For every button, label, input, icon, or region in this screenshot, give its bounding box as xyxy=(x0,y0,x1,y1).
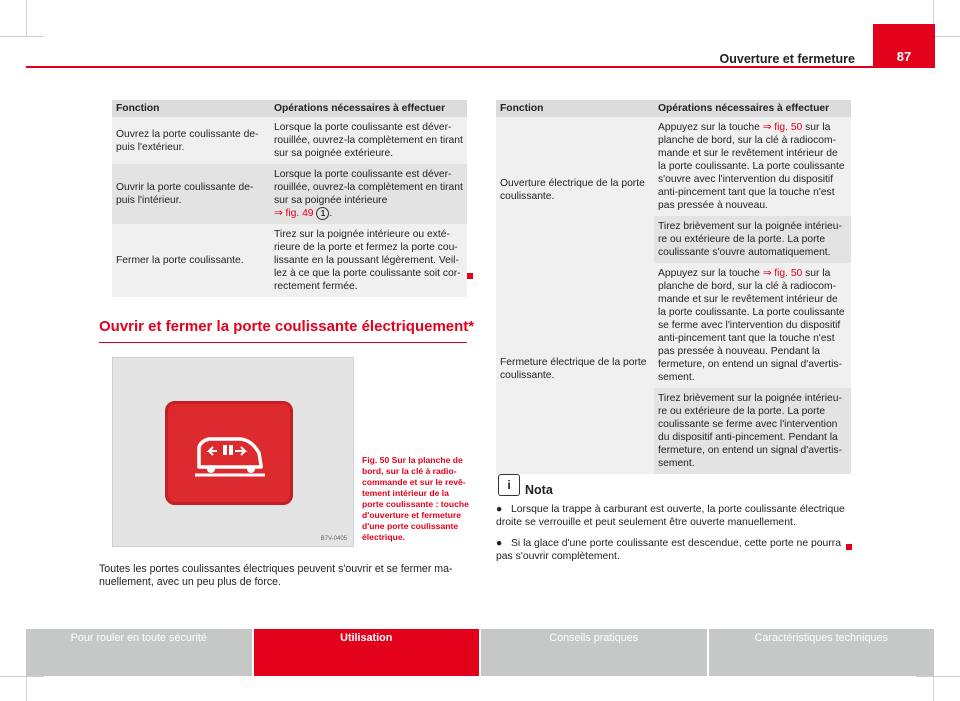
table-header-operations: Opérations nécessaires à effectuer xyxy=(654,100,851,117)
tab-practical-tips[interactable]: Conseils pratiques xyxy=(481,629,707,676)
operation-cell: Tirez brièvement sur la poignée intérieure ou extérieure de la porte. La porte coulissante s'ouvre automatiquement. xyxy=(654,216,851,263)
tab-utilisation[interactable]: Utilisation xyxy=(254,629,480,676)
crop-mark xyxy=(0,676,44,677)
table-header-function: Fonction xyxy=(496,100,654,117)
table-header-function: Fonction xyxy=(112,100,270,117)
operation-cell xyxy=(270,224,467,297)
figure-link[interactable]: ⇒ fig. 50 xyxy=(762,268,803,279)
crop-mark xyxy=(26,0,27,36)
function-cell: Fermer la porte coulissante. xyxy=(116,255,244,266)
crop-mark xyxy=(0,36,44,37)
page-number: 87 xyxy=(873,24,935,68)
operation-cell xyxy=(654,263,851,388)
table-row xyxy=(496,263,851,388)
page-header-title: Ouverture et fermeture xyxy=(719,52,855,66)
operation-text: Lorsque la porte coulissante est déverrouillée, ouvrez-la complètement en tirant sur sa poignée extérieure. xyxy=(274,122,463,159)
operation-text: Appuyez sur la touche xyxy=(658,122,763,133)
figure-code: B7V-0405 xyxy=(320,536,347,542)
function-cell: Ouvrir la porte coulissante depuis l'intérieur. xyxy=(116,182,254,206)
list-item: ● Lorsque la trappe à carburant est ouverte, la porte coulissante électrique droite se verrouille et peut seulement être ouverte manuellement. xyxy=(496,504,845,528)
list-item-text: Si la glace d'une porte coulissante est descendue, cette porte ne pourra pas s'ouvrir complètement. xyxy=(496,538,842,562)
crop-mark xyxy=(916,676,960,677)
right-function-table xyxy=(496,100,851,474)
operation-cell xyxy=(270,117,467,164)
figure-caption: Fig. 50 Sur la planche de bord, sur la clé à radiocommande et sur le revêtement intérieur de la porte coulissante : touche d'ouverture et fermeture d'une porte coulissante électrique. xyxy=(362,455,469,542)
section-end-marker xyxy=(467,273,473,279)
table-row xyxy=(112,224,467,297)
operation-cell: Tirez brièvement sur la poignée intérieure ou extérieure de la porte. La porte coulissante se ferme avec l'intervention du dispositif anti-pincement. Pendant la fermeture, on entend un signal d'avertissement. xyxy=(654,388,851,474)
figure-link[interactable]: ⇒ fig. 50 xyxy=(762,122,803,133)
tab-technical-specs[interactable]: Caractéristiques techniques xyxy=(709,629,935,676)
table-row xyxy=(112,164,467,224)
table-header-operations: Opérations nécessaires à effectuer xyxy=(270,100,467,117)
van-sliding-door-icon xyxy=(165,401,293,505)
function-cell: Ouvrez la porte coulissante depuis l'extérieur. xyxy=(116,128,259,153)
table-row xyxy=(496,117,851,216)
sliding-door-button xyxy=(165,401,293,505)
operation-text: sur la planche de bord, sur la clé à radiocommande et sur le revêtement intérieur de la porte coulissante. La porte coulissante se ferme avec l'intervention du dispositif anti-pincement tant que la touche n'est pas pressée à nouveau. Pendant la fermeture, on entend un signal d'avertissement. xyxy=(658,268,845,383)
figure-50 xyxy=(112,357,354,547)
section-title: Ouvrir et fermer la porte coulissante électriquement* xyxy=(99,318,475,335)
nota-list xyxy=(496,503,852,571)
operation-text: Tirez sur la poignée intérieure ou extérieure de la porte et fermez la porte coulissante en la poussant légèrement. Veillez à ce que la porte coulissante soit correctement fermée. xyxy=(274,229,461,292)
footer-navigation xyxy=(26,629,934,676)
tab-safety[interactable]: Pour rouler en toute sécurité xyxy=(26,629,252,676)
table-row xyxy=(112,117,467,164)
header-rule xyxy=(26,66,934,68)
body-paragraph: Toutes les portes coulissantes électriques peuvent s'ouvrir et se fermer manuellement, avec un peu plus de force. xyxy=(99,563,453,588)
nota-title: Nota xyxy=(525,483,553,497)
section-end-marker xyxy=(846,544,852,550)
operation-cell: Lorsque la porte coulissante est déverrouillée, ouvrez-la complètement en tirant sur sa poignée intérieure ⇒ fig. 49 1 . xyxy=(274,169,463,219)
operation-text: sur la planche de bord, sur la clé à radiocommande et sur le revêtement intérieur de la porte coulissante. La porte coulissante s'ouvre avec l'intervention du dispositif anti-pincement tant que la touche n'est pas pressée à nouveau. xyxy=(658,122,845,211)
list-item: ● Si la glace d'une porte coulissante est descendue, cette porte ne pourra pas s'ouvrir complètement. xyxy=(496,538,842,562)
operation-text: Appuyez sur la touche xyxy=(658,268,763,279)
info-note-icon: i xyxy=(498,474,520,496)
function-cell: Ouverture électrique de la porte coulissante. xyxy=(496,117,654,263)
figure-link[interactable]: ⇒ fig. 49 xyxy=(274,208,314,219)
function-cell: Fermeture électrique de la porte coulissante. xyxy=(496,263,654,474)
list-item-text: Lorsque la trappe à carburant est ouverte, la porte coulissante électrique droite se verrouille et peut seulement être ouverte manuellement. xyxy=(496,504,845,528)
section-rule xyxy=(99,342,467,343)
operation-text: Lorsque la porte coulissante est déverrouillée, ouvrez-la complètement en tirant sur sa poignée intérieure xyxy=(274,169,463,206)
left-function-table xyxy=(112,100,467,297)
operation-cell xyxy=(654,117,851,216)
callout-number: 1 xyxy=(316,207,329,220)
